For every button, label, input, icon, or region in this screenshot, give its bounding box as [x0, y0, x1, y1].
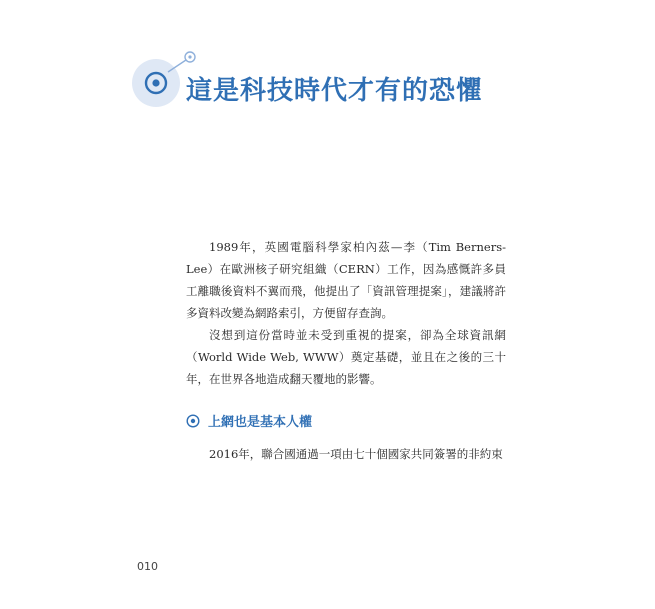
chapter-title: 這是科技時代才有的恐懼 [186, 76, 484, 106]
paragraph: 1989年，英國電腦科學家柏內茲—李（Tim Berners-Lee）在歐洲核子研究組織（CERN）工作，因為感慨許多員工離職後資料不翼而飛，他提出了「資訊管理提案」，建議將許多資料改變為網路索引，方便留存查詢。 [186, 240, 506, 320]
paragraph: 沒想到這份當時並未受到重視的提案，卻為全球資訊網（World Wide Web, WWW）奠定基礎，並且在之後的三十年，在世界各地造成翻天覆地的影響。 [186, 328, 506, 386]
section-body [186, 443, 506, 465]
page-number: 010 [137, 560, 158, 573]
section-heading [186, 411, 312, 430]
paragraph: 2016年，聯合國通過一項由七十個國家共同簽署的非約束 [209, 447, 503, 461]
body-text [186, 236, 506, 390]
target-icon [186, 414, 200, 428]
section-title: 上網也是基本人權 [208, 415, 313, 430]
